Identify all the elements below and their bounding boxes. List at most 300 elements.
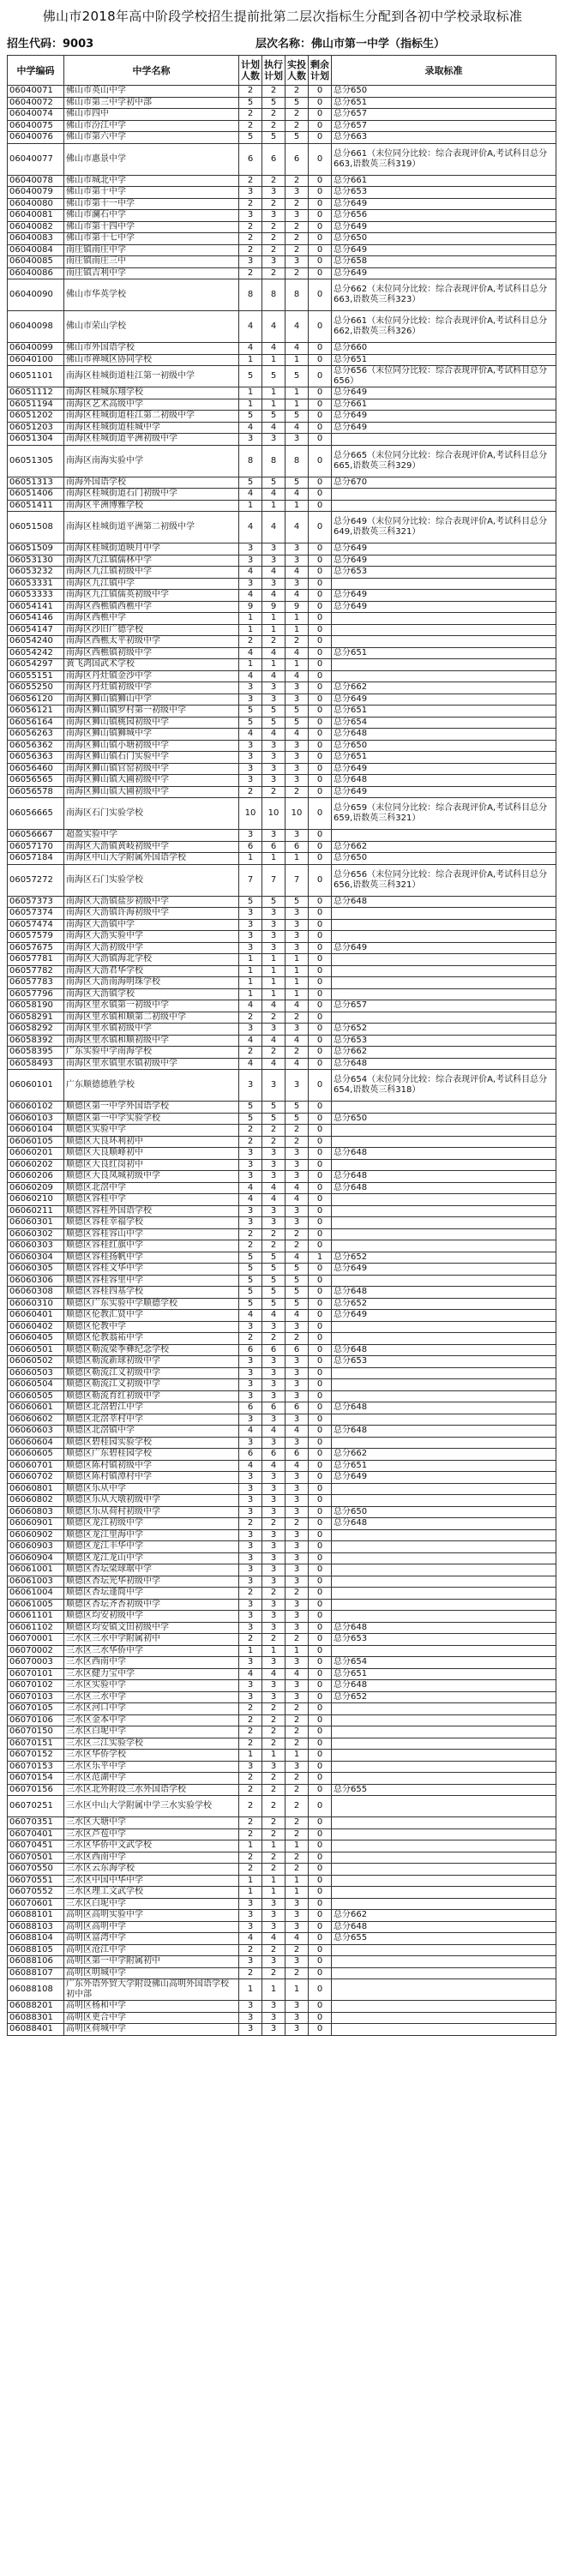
cell-remain: 0: [309, 187, 332, 199]
cell-exec: 3: [262, 1691, 286, 1703]
cell-remain: 0: [309, 1714, 332, 1726]
cell-plan: 4: [239, 1000, 262, 1012]
cell-remain: 0: [309, 578, 332, 590]
cell-remain: 0: [309, 954, 332, 966]
cell-code: 06056460: [8, 763, 64, 775]
cell-exec: 2: [262, 1634, 286, 1646]
cell-remain: 0: [309, 830, 332, 842]
cell-exec: 5: [262, 366, 286, 387]
cell-remain: 0: [309, 1529, 332, 1541]
table-header-row: [8, 56, 556, 86]
cell-standard: [332, 919, 556, 931]
cell-standard: [332, 1979, 556, 2001]
table-row: [8, 97, 556, 109]
cell-name: 顺德区均安镇文田初级中学: [64, 1622, 239, 1634]
cell-standard: 总分653: [332, 1035, 556, 1047]
cell-admitted: 2: [286, 1773, 309, 1785]
cell-code: 06060304: [8, 1252, 64, 1264]
cell-name: 佛山市荣山学校: [64, 311, 239, 343]
cell-standard: 总分661: [332, 399, 556, 411]
cell-exec: 1: [262, 965, 286, 977]
cell-remain: 0: [309, 798, 332, 830]
cell-exec: 1: [262, 988, 286, 1000]
cell-name: 顺德区碧桂园实验学校: [64, 1437, 239, 1449]
cell-plan: 1: [239, 1645, 262, 1657]
cell-remain: 0: [309, 233, 332, 245]
cell-exec: 4: [262, 1194, 286, 1206]
cell-admitted: 6: [286, 143, 309, 175]
cell-standard: [332, 954, 556, 966]
cell-name: 顺德区大良环利初中: [64, 1136, 239, 1148]
cell-name: 南海区西樵镇西樵中学: [64, 601, 239, 613]
cell-code: 06088401: [8, 2024, 64, 2036]
cell-remain: 0: [309, 366, 332, 387]
cell-exec: 3: [262, 434, 286, 446]
cell-plan: 1: [239, 853, 262, 865]
cell-standard: 总分651: [332, 97, 556, 109]
cell-admitted: 7: [286, 864, 309, 896]
cell-plan: 3: [239, 1529, 262, 1541]
table-row: [8, 1264, 556, 1276]
cell-plan: 3: [239, 740, 262, 752]
cell-admitted: 3: [286, 1148, 309, 1160]
cell-exec: 5: [262, 132, 286, 144]
cell-standard: 总分648: [332, 775, 556, 787]
cell-code: 06060211: [8, 1205, 64, 1217]
cell-admitted: 3: [286, 1159, 309, 1171]
cell-standard: [332, 1703, 556, 1715]
cell-plan: 2: [239, 1852, 262, 1864]
cell-standard: 总分652: [332, 1298, 556, 1310]
cell-standard: 总分653: [332, 1634, 556, 1646]
cell-plan: 4: [239, 512, 262, 543]
cell-admitted: 3: [286, 1024, 309, 1036]
table-row: [8, 1240, 556, 1252]
cell-code: 06054297: [8, 659, 64, 671]
cell-remain: 0: [309, 1321, 332, 1333]
cell-exec: 3: [262, 1576, 286, 1588]
cell-plan: 6: [239, 143, 262, 175]
cell-name: 顺德区容桂中学: [64, 1194, 239, 1206]
table-row: [8, 1113, 556, 1125]
cell-code: 06060405: [8, 1333, 64, 1345]
cell-standard: [332, 434, 556, 446]
table-row: [8, 1726, 556, 1738]
cell-standard: [332, 1228, 556, 1240]
cell-exec: 2: [262, 244, 286, 256]
cell-code: 06058190: [8, 1000, 64, 1012]
cell-remain: 0: [309, 717, 332, 729]
cell-plan: 3: [239, 1024, 262, 1036]
cell-exec: 3: [262, 256, 286, 268]
cell-plan: 1: [239, 399, 262, 411]
table-row: [8, 86, 556, 98]
cell-name: 顺德区龙江里海中学: [64, 1529, 239, 1541]
cell-standard: 总分648: [332, 729, 556, 741]
table-row: [8, 1275, 556, 1287]
cell-name: 超盈实验中学: [64, 830, 239, 842]
cell-code: 06060202: [8, 1159, 64, 1171]
cell-code: 06060605: [8, 1449, 64, 1461]
cell-admitted: 3: [286, 1367, 309, 1379]
cell-admitted: 3: [286, 1495, 309, 1507]
cell-plan: 4: [239, 647, 262, 659]
cell-standard: [332, 613, 556, 625]
cell-remain: 0: [309, 1657, 332, 1669]
cell-standard: [332, 1379, 556, 1391]
cell-code: 06054146: [8, 613, 64, 625]
cell-standard: 总分648: [332, 896, 556, 908]
cell-code: 06060603: [8, 1426, 64, 1438]
cell-standard: [332, 1852, 556, 1864]
cell-standard: [332, 1275, 556, 1287]
cell-standard: 总分648: [332, 1148, 556, 1160]
cell-name: 顺德区容桂红旗中学: [64, 1240, 239, 1252]
cell-name: 佛山市汾江中学: [64, 120, 239, 132]
cell-standard: 总分654: [332, 1657, 556, 1669]
cell-code: 06054240: [8, 636, 64, 648]
cell-plan: 3: [239, 1356, 262, 1368]
cell-name: 南海区大沥初级中学: [64, 942, 239, 954]
table-row: [8, 624, 556, 636]
cell-exec: 3: [262, 694, 286, 706]
table-row: [8, 1182, 556, 1194]
table-row: [8, 233, 556, 245]
cell-name: 南海区狮山镇大圃初级中学: [64, 786, 239, 798]
cell-exec: 5: [262, 1252, 286, 1264]
cell-exec: 4: [262, 567, 286, 579]
cell-name: 南海区九江镇中学: [64, 578, 239, 590]
table-row: [8, 942, 556, 954]
cell-name: 高明区高明中学: [64, 1921, 239, 1933]
table-row: [8, 1287, 556, 1299]
cell-name: 南海区桂城街道桂城中学: [64, 422, 239, 434]
cell-remain: 0: [309, 636, 332, 648]
cell-exec: 3: [262, 1599, 286, 1611]
cell-remain: 0: [309, 1887, 332, 1899]
cell-plan: 5: [239, 896, 262, 908]
cell-plan: 3: [239, 1657, 262, 1669]
cell-code: 06070001: [8, 1634, 64, 1646]
cell-remain: 0: [309, 1588, 332, 1600]
cell-code: 06088107: [8, 1967, 64, 1979]
table-row: [8, 543, 556, 555]
cell-plan: 2: [239, 1817, 262, 1829]
cell-code: 06056363: [8, 752, 64, 764]
cell-admitted: 5: [286, 1298, 309, 1310]
cell-name: 南海区里水镇里水镇初级中学: [64, 1058, 239, 1070]
table-row: [8, 1356, 556, 1368]
cell-remain: 0: [309, 1864, 332, 1876]
cell-exec: 2: [262, 786, 286, 798]
cell-name: 南海区九江镇初级中学: [64, 567, 239, 579]
cell-standard: [332, 1529, 556, 1541]
cell-remain: 0: [309, 1449, 332, 1461]
table-row: [8, 965, 556, 977]
cell-code: 06051509: [8, 543, 64, 555]
cell-exec: 6: [262, 143, 286, 175]
cell-standard: 总分651: [332, 1668, 556, 1680]
cell-standard: [332, 1012, 556, 1024]
cell-plan: 3: [239, 908, 262, 920]
cell-admitted: 3: [286, 1657, 309, 1669]
cell-standard: 总分661（末位同分比较：综合表现评价A,考试科目总分662,语数英三科326）: [332, 311, 556, 343]
cell-code: 06060210: [8, 1194, 64, 1206]
cell-exec: 3: [262, 1217, 286, 1229]
cell-admitted: 3: [286, 830, 309, 842]
cell-admitted: 1: [286, 1645, 309, 1657]
cell-exec: 4: [262, 1058, 286, 1070]
cell-exec: 1: [262, 354, 286, 366]
cell-plan: 3: [239, 1552, 262, 1564]
cell-exec: 4: [262, 422, 286, 434]
cell-plan: 5: [239, 411, 262, 423]
cell-admitted: 1: [286, 354, 309, 366]
cell-remain: 0: [309, 1012, 332, 1024]
cell-plan: 4: [239, 1194, 262, 1206]
cell-exec: 3: [262, 1379, 286, 1391]
table-row: [8, 445, 556, 477]
cell-admitted: 3: [286, 1761, 309, 1773]
cell-remain: 0: [309, 1576, 332, 1588]
cell-name: 南海区狮山镇罗村第一初级中学: [64, 706, 239, 718]
table-row: [8, 954, 556, 966]
table-row: [8, 221, 556, 233]
cell-admitted: 3: [286, 763, 309, 775]
cell-code: 06070550: [8, 1864, 64, 1876]
cell-remain: 0: [309, 896, 332, 908]
cell-admitted: 4: [286, 1194, 309, 1206]
cell-remain: 0: [309, 1634, 332, 1646]
cell-admitted: 5: [286, 717, 309, 729]
cell-code: 06057783: [8, 977, 64, 989]
cell-remain: 0: [309, 267, 332, 279]
cell-standard: [332, 1390, 556, 1402]
cell-remain: 0: [309, 1910, 332, 1922]
cell-name: 三水区白坭中学: [64, 1898, 239, 1910]
cell-code: 06058493: [8, 1058, 64, 1070]
cell-code: 06060401: [8, 1310, 64, 1322]
cell-exec: 2: [262, 1703, 286, 1715]
table-row: [8, 830, 556, 842]
cell-plan: 2: [239, 1784, 262, 1796]
cell-remain: 0: [309, 1898, 332, 1910]
cell-remain: 0: [309, 422, 332, 434]
cell-exec: 5: [262, 1113, 286, 1125]
cell-remain: 0: [309, 1344, 332, 1356]
cell-remain: 0: [309, 763, 332, 775]
cell-plan: 2: [239, 1125, 262, 1137]
cell-remain: 0: [309, 1390, 332, 1402]
cell-plan: 2: [239, 1240, 262, 1252]
table-row: [8, 1171, 556, 1183]
cell-remain: 0: [309, 1437, 332, 1449]
cell-name: 南海区石门实验学校: [64, 798, 239, 830]
cell-admitted: 2: [286, 175, 309, 187]
cell-plan: 2: [239, 1588, 262, 1600]
cell-standard: 总分649: [332, 786, 556, 798]
cell-standard: [332, 1367, 556, 1379]
cell-name: 顺德区龙江初级中学: [64, 1518, 239, 1530]
cell-code: 06070154: [8, 1773, 64, 1785]
cell-plan: 2: [239, 221, 262, 233]
cell-name: 三水区河口中学: [64, 1703, 239, 1715]
cell-standard: 总分665（末位同分比较：综合表现评价A,考试科目总分665,语数英三科329）: [332, 445, 556, 477]
cell-code: 06060206: [8, 1171, 64, 1183]
cell-standard: 总分660: [332, 343, 556, 355]
cell-code: 06070106: [8, 1714, 64, 1726]
cell-exec: 7: [262, 864, 286, 896]
cell-remain: 0: [309, 1852, 332, 1864]
table-row: [8, 267, 556, 279]
cell-admitted: 5: [286, 1275, 309, 1287]
cell-exec: 1: [262, 1645, 286, 1657]
cell-standard: 总分661（末位同分比较：综合表现评价A,考试科目总分663,语数英三科319）: [332, 143, 556, 175]
cell-plan: 4: [239, 1460, 262, 1472]
table-row: [8, 1252, 556, 1264]
cell-exec: 2: [262, 1864, 286, 1876]
cell-standard: [332, 965, 556, 977]
table-row: [8, 1576, 556, 1588]
cell-admitted: 2: [286, 1136, 309, 1148]
cell-code: 06053130: [8, 555, 64, 567]
cell-plan: 2: [239, 1796, 262, 1817]
cell-plan: 3: [239, 1367, 262, 1379]
cell-remain: 0: [309, 1645, 332, 1657]
cell-plan: 1: [239, 1840, 262, 1852]
cell-plan: 3: [239, 2024, 262, 2036]
cell-standard: [332, 500, 556, 512]
cell-remain: 0: [309, 1310, 332, 1322]
table-row: [8, 366, 556, 387]
table-row: [8, 387, 556, 399]
cell-standard: 总分662: [332, 1910, 556, 1922]
table-row: [8, 1750, 556, 1762]
cell-plan: 2: [239, 120, 262, 132]
cell-standard: [332, 931, 556, 943]
cell-code: 06060302: [8, 1228, 64, 1240]
cell-name: 顺德区均安初级中学: [64, 1611, 239, 1623]
cell-plan: 4: [239, 1310, 262, 1322]
cell-remain: 0: [309, 1506, 332, 1518]
cell-admitted: 3: [286, 578, 309, 590]
cell-name: 南海区桂城街道桂江第二初级中学: [64, 411, 239, 423]
cell-remain: 0: [309, 1000, 332, 1012]
cell-plan: 3: [239, 1956, 262, 1968]
cell-exec: 1: [262, 399, 286, 411]
cell-remain: 0: [309, 1750, 332, 1762]
cell-standard: 总分654（末位同分比较：综合表现评价A,考试科目总分654,语数英三科318）: [332, 1070, 556, 1102]
cell-exec: 3: [262, 1070, 286, 1102]
cell-admitted: 3: [286, 942, 309, 954]
cell-admitted: 3: [286, 1171, 309, 1183]
cell-exec: 9: [262, 601, 286, 613]
cell-exec: 3: [262, 1390, 286, 1402]
cell-plan: 3: [239, 187, 262, 199]
cell-exec: 5: [262, 477, 286, 489]
cell-plan: 2: [239, 1967, 262, 1979]
cell-exec: 2: [262, 233, 286, 245]
cell-code: 06061003: [8, 1576, 64, 1588]
table-row: [8, 1414, 556, 1426]
header-exec: 执行计划: [262, 56, 286, 86]
table-row: [8, 752, 556, 764]
table-row: [8, 977, 556, 989]
cell-admitted: 5: [286, 1102, 309, 1114]
cell-exec: 4: [262, 647, 286, 659]
cell-admitted: 3: [286, 931, 309, 943]
table-row: [8, 694, 556, 706]
cell-name: 佛山市外国语学校: [64, 343, 239, 355]
cell-admitted: 2: [286, 636, 309, 648]
cell-plan: 3: [239, 763, 262, 775]
cell-code: 06070401: [8, 1828, 64, 1840]
cell-remain: 0: [309, 1287, 332, 1299]
cell-remain: 0: [309, 942, 332, 954]
cell-standard: 总分650: [332, 86, 556, 98]
cell-admitted: 2: [286, 1634, 309, 1646]
cell-name: 佛山市华英学校: [64, 279, 239, 311]
cell-name: 顺德区大良凤城初级中学: [64, 1171, 239, 1183]
cell-code: 06070601: [8, 1898, 64, 1910]
cell-standard: 总分649（末位同分比较：综合表现评价A,考试科目总分649,语数英三科321）: [332, 512, 556, 543]
cell-plan: 2: [239, 198, 262, 210]
cell-plan: 5: [239, 132, 262, 144]
cell-plan: 2: [239, 1012, 262, 1024]
cell-admitted: 2: [286, 1738, 309, 1750]
cell-remain: 0: [309, 1333, 332, 1345]
cell-name: 三水区西南中学: [64, 1657, 239, 1669]
table-row: [8, 601, 556, 613]
table-row: [8, 1828, 556, 1840]
cell-admitted: 8: [286, 279, 309, 311]
cell-plan: 3: [239, 1691, 262, 1703]
cell-exec: 3: [262, 931, 286, 943]
cell-name: 佛山市惠景中学: [64, 143, 239, 175]
table-row: [8, 1217, 556, 1229]
cell-plan: 5: [239, 477, 262, 489]
cell-code: 06070152: [8, 1750, 64, 1762]
cell-standard: 总分648: [332, 1426, 556, 1438]
cell-admitted: 5: [286, 1264, 309, 1276]
cell-code: 06056578: [8, 786, 64, 798]
cell-code: 06057782: [8, 965, 64, 977]
cell-plan: 9: [239, 601, 262, 613]
info-bar: [7, 33, 556, 51]
table-row: [8, 1910, 556, 1922]
cell-exec: 3: [262, 1564, 286, 1576]
cell-admitted: 4: [286, 1035, 309, 1047]
cell-remain: 0: [309, 1402, 332, 1414]
cell-standard: 总分653: [332, 187, 556, 199]
cell-plan: 3: [239, 942, 262, 954]
cell-plan: 1: [239, 613, 262, 625]
cell-name: 南海区狮山镇石门实验中学: [64, 752, 239, 764]
cell-admitted: 3: [286, 210, 309, 222]
cell-name: 三水区三江实验学校: [64, 1738, 239, 1750]
cell-code: 06057373: [8, 896, 64, 908]
cell-plan: 3: [239, 1472, 262, 1484]
cell-remain: 0: [309, 210, 332, 222]
cell-plan: 2: [239, 1518, 262, 1530]
cell-admitted: 2: [286, 1944, 309, 1956]
cell-standard: [332, 830, 556, 842]
cell-plan: 3: [239, 1390, 262, 1402]
cell-plan: 3: [239, 210, 262, 222]
cell-remain: 0: [309, 198, 332, 210]
cell-remain: 0: [309, 1264, 332, 1276]
cell-code: 06061001: [8, 1564, 64, 1576]
